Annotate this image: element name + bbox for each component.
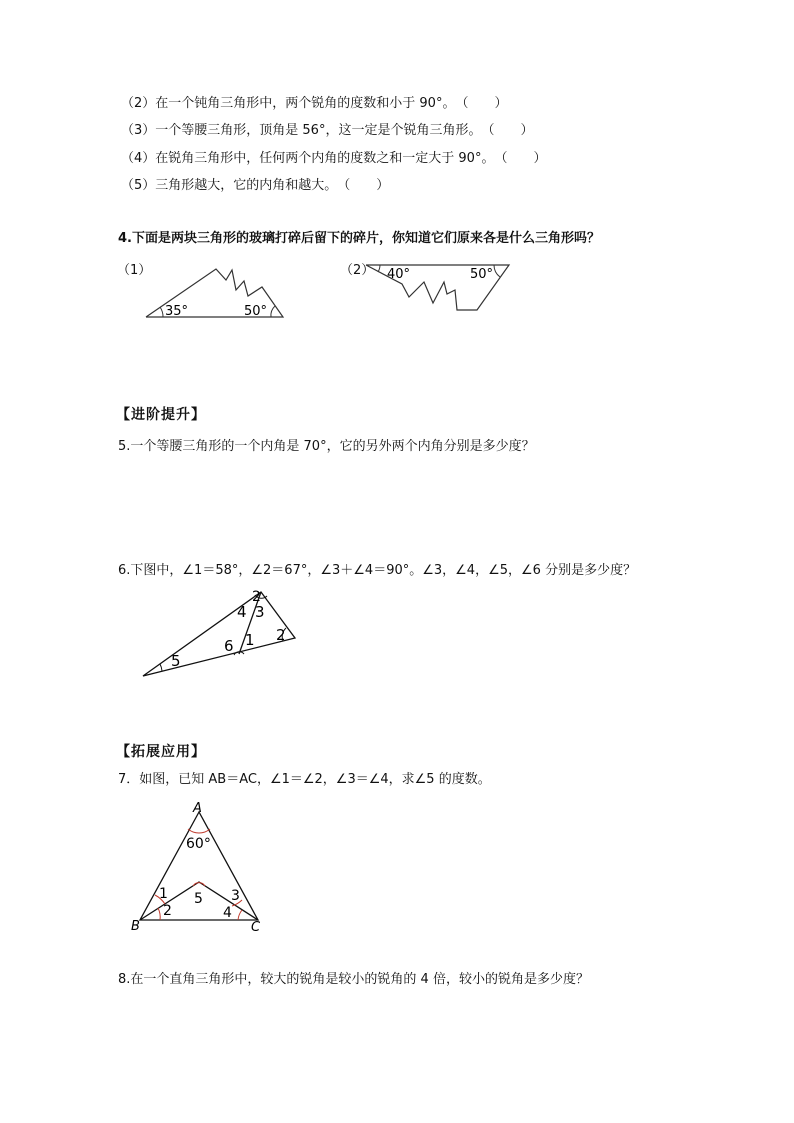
question-5-text: 5.一个等腰三角形的一个内角是 70°，它的另外两个内角分别是多少度？ <box>118 439 535 454</box>
q6-label-2-top: 2 <box>252 589 261 605</box>
q6-label-4: 4 <box>237 603 247 621</box>
q6-label-5: 5 <box>171 652 181 670</box>
question-4-text: 4.下面是两块三角形的玻璃打碎后留下的碎片，你知道它们原来各是什么三角形吗？ <box>118 231 600 246</box>
q6-label-3: 3 <box>255 603 265 621</box>
q7-vertex-a: A <box>193 801 202 816</box>
angle-50-label-2: 50° <box>470 267 494 282</box>
question-7-text: 7．如图，已知 AB＝AC，∠1＝∠2，∠3＝∠4，求∠5 的度数。 <box>118 772 491 787</box>
q7-angle-5-arc <box>193 883 205 886</box>
q7-angle-4-arc <box>238 910 242 920</box>
angle-35-label: 35° <box>165 304 189 319</box>
judge-item-3: （3）一个等腰三角形，顶角是 56°，这一定是个锐角三角形。 （ ） <box>121 123 534 138</box>
question-6-text: 6.下图中，∠1＝58°，∠2＝67°，∠3＋∠4＝90°。∠3，∠4，∠5，∠6 分别是多少度？ <box>118 563 637 578</box>
section-advanced-heading: 【进阶提升】 <box>116 407 206 423</box>
angle-40-label: 40° <box>387 267 411 282</box>
judge-item-2: （2）在一个钝角三角形中，两个锐角的度数和小于 90°。 （ ） <box>121 96 508 111</box>
q6-label-2: 2 <box>276 626 286 644</box>
q7-vertex-c: C <box>251 920 261 935</box>
q7-angle-2-arc <box>158 908 160 920</box>
q7-label-2: 2 <box>163 903 172 919</box>
q7-angle-a-arc <box>188 829 210 833</box>
q7-label-5: 5 <box>194 891 203 907</box>
section-extend-heading: 【拓展应用】 <box>116 744 206 760</box>
judge-item-4: （4）在锐角三角形中，任何两个内角的度数之和一定大于 90°。 （ ） <box>121 151 547 166</box>
judge-item-5: （5）三角形越大，它的内角和越大。 （ ） <box>121 178 390 193</box>
angle-50-label-1: 50° <box>244 304 268 319</box>
question-8-text: 8.在一个直角三角形中，较大的锐角是较小的锐角的 4 倍，较小的锐角是多少度？ <box>118 972 589 987</box>
figure-1-label: （1） <box>117 263 152 278</box>
q7-label-3: 3 <box>231 888 240 904</box>
q7-angle-60-label: 60° <box>186 836 211 852</box>
figure-2-label: （2） <box>340 263 375 278</box>
q7-label-4: 4 <box>223 905 232 921</box>
q6-label-1: 1 <box>245 631 255 649</box>
q7-vertex-b: B <box>131 919 140 934</box>
q6-label-6: 6 <box>224 637 234 655</box>
q7-label-1: 1 <box>159 886 168 902</box>
